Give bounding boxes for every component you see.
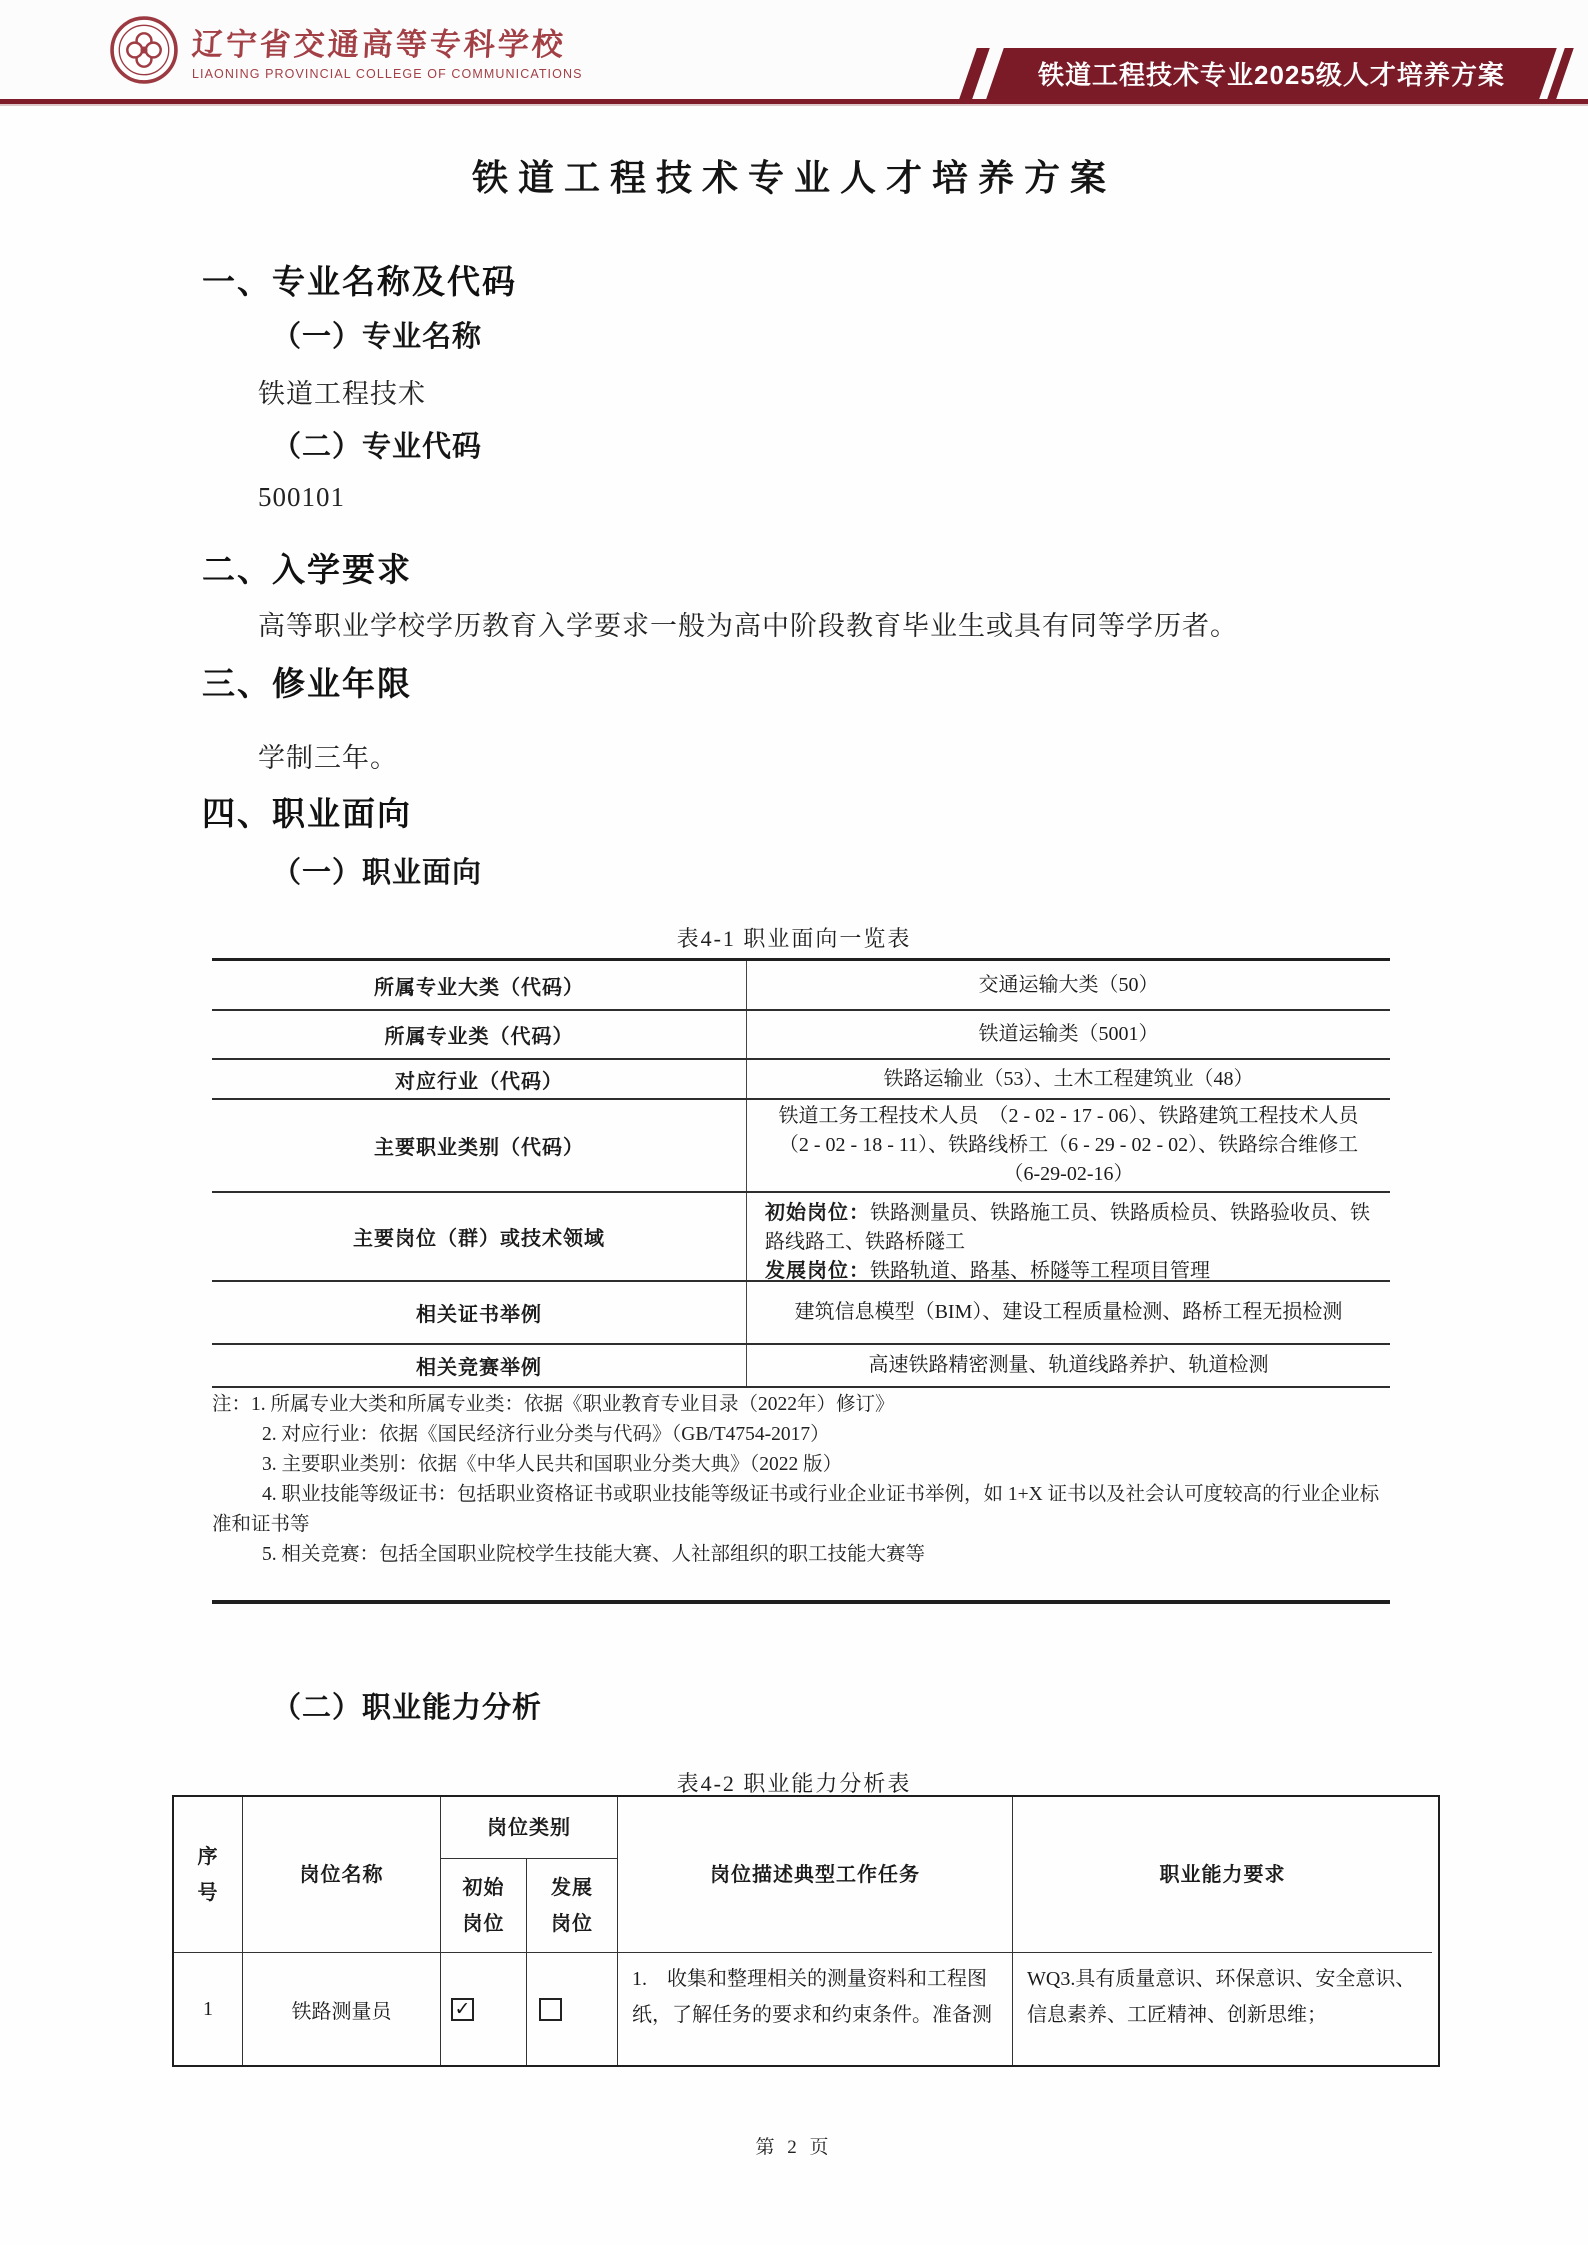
checkbox-empty-icon bbox=[539, 1998, 562, 2021]
section-4-heading: 四、职业面向 bbox=[202, 795, 412, 832]
table1-note: 3. 主要职业类别：依据《中华人民共和国职业分类大典》（2022 版） bbox=[262, 1454, 843, 1475]
row-ability-requirement: WQ3.具有质量意识、环保意识、安全意识、信息素养、工匠精神、创新思维； bbox=[1027, 1968, 1416, 2026]
row-value bbox=[746, 1193, 1390, 1280]
row-post-name: 铁路测量员 bbox=[243, 1953, 441, 2065]
school-logo-group bbox=[110, 16, 583, 84]
row-label: 所属专业类（代码） bbox=[384, 1026, 574, 1048]
row-label: 相关竞赛举例 bbox=[416, 1357, 542, 1379]
table-row bbox=[212, 1100, 1390, 1193]
row-task-description: 1. 收集和整理相关的测量资料和工程图纸，了解任务的要求和约束条件。准备测 bbox=[618, 1953, 1013, 2065]
development-posts-label: 发展岗位： bbox=[765, 1260, 870, 1282]
table2-caption: 表4-2 职业能力分析表 bbox=[676, 1771, 912, 1796]
section-4-sub2-heading: （二）职业能力分析 bbox=[272, 1692, 543, 1724]
table1-note: 4. 职业技能等级证书：包括职业资格证书或职业技能等级证书或行业企业证书举例，如 1+X 证书以及社会认可度较高的行业企业标准和证书等 bbox=[212, 1484, 1380, 1535]
row-value: 铁路运输业（53）、土木工程建筑业（48） bbox=[746, 1060, 1390, 1098]
table1-caption: 表4-1 职业面向一览表 bbox=[676, 926, 912, 951]
school-name-zh: 辽宁省交通高等专科学校 bbox=[190, 27, 567, 62]
header-initial-post: 初始岗位 bbox=[441, 1859, 527, 1953]
header-ability-requirement: 职业能力要求 bbox=[1013, 1797, 1432, 1953]
header-post-name: 岗位名称 bbox=[243, 1797, 441, 1953]
table-row bbox=[212, 1060, 1390, 1100]
row-value: 建筑信息模型（BIM）、建设工程质量检测、路桥工程无损检测 bbox=[746, 1282, 1390, 1343]
section-1-sub2-heading: （二）专业代码 bbox=[272, 431, 483, 463]
row-seq: 1 bbox=[174, 1953, 243, 2065]
development-post-checkbox bbox=[527, 1953, 618, 2065]
header-post-category: 岗位类别 bbox=[441, 1797, 618, 1859]
section-2-heading: 二、入学要求 bbox=[202, 551, 412, 588]
school-emblem-icon bbox=[110, 16, 178, 84]
admission-requirement-text: 高等职业学校学历教育入学要求一般为高中阶段教育毕业生或具有同等学历者。 bbox=[258, 611, 1238, 641]
table1-note: 注：1. 所属专业大类和所属专业类：依据《职业教育专业目录（2022年）修订》 bbox=[212, 1394, 895, 1415]
career-orientation-table bbox=[212, 958, 1390, 1388]
table1-bottom-rule bbox=[212, 1600, 1390, 1604]
table-row bbox=[212, 1345, 1390, 1388]
initial-post-checkbox bbox=[441, 1953, 527, 2065]
row-label: 相关证书举例 bbox=[416, 1304, 542, 1326]
row-label: 所属专业大类（代码） bbox=[374, 976, 584, 999]
initial-posts-text: 铁路测量员、铁路施工员、铁路质检员、铁路验收员、铁路线路工、铁路桥隧工 bbox=[765, 1202, 1370, 1253]
section-1-sub1-heading: （一）专业名称 bbox=[272, 321, 483, 353]
section-4-sub1-heading: （一）职业面向 bbox=[272, 857, 483, 889]
initial-posts-label: 初始岗位： bbox=[765, 1202, 870, 1224]
page-header bbox=[0, 0, 1588, 104]
table-row bbox=[212, 1193, 1390, 1282]
major-code-text: 500101 bbox=[258, 482, 345, 512]
page-number: 第 2 页 bbox=[755, 2137, 833, 2158]
table-row bbox=[212, 1011, 1390, 1060]
major-name-text: 铁道工程技术 bbox=[258, 379, 426, 409]
table-row bbox=[212, 961, 1390, 1011]
study-duration-text: 学制三年。 bbox=[258, 743, 398, 773]
row-label: 主要岗位（群）或技术领域 bbox=[353, 1228, 605, 1250]
banner-accent-left bbox=[959, 48, 990, 99]
row-value: 交通运输大类（50） bbox=[746, 961, 1390, 1009]
development-posts-text: 铁路轨道、路基、桥隧等工程项目管理 bbox=[870, 1260, 1210, 1282]
header-rule bbox=[0, 99, 1588, 104]
program-banner bbox=[986, 48, 1557, 99]
table1-notes bbox=[212, 1390, 1390, 1570]
row-value: 铁道运输类（5001） bbox=[746, 1011, 1390, 1058]
ability-analysis-table bbox=[172, 1795, 1440, 2067]
checkbox-checked-icon: ✓ bbox=[451, 1998, 474, 2021]
section-3-heading: 三、修业年限 bbox=[202, 665, 412, 702]
header-task-description: 岗位描述典型工作任务 bbox=[618, 1797, 1013, 1953]
header-development-post: 发展岗位 bbox=[527, 1859, 618, 1953]
banner-title: 铁道工程技术专业2025级人才培养方案 bbox=[1038, 60, 1505, 90]
table1-note: 5. 相关竞赛：包括全国职业院校学生技能大赛、人社部组织的职工技能大赛等 bbox=[262, 1544, 926, 1565]
row-value: 铁道工务工程技术人员 （2 - 02 - 17 - 06）、铁路建筑工程技术人员 （2 - 02 - 18 - 11）、铁路线桥工（6 - 29 - 02 - 02）、铁路综合维修工（6-29-02-16） bbox=[746, 1100, 1390, 1191]
section-1-heading: 一、专业名称及代码 bbox=[202, 263, 517, 300]
row-label: 对应行业（代码） bbox=[395, 1070, 563, 1093]
document-title: 铁道工程技术专业人才培养方案 bbox=[471, 158, 1116, 198]
school-name-en: LIAONING PROVINCIAL COLLEGE OF COMMUNICATIONS bbox=[192, 67, 583, 81]
row-label: 主要职业类别（代码） bbox=[374, 1137, 584, 1159]
school-names bbox=[192, 19, 583, 81]
header-seq: 序号 bbox=[174, 1797, 243, 1953]
table-row bbox=[212, 1282, 1390, 1345]
row-value: 高速铁路精密测量、轨道线路养护、轨道检测 bbox=[746, 1345, 1390, 1386]
table1-note: 2. 对应行业：依据《国民经济行业分类与代码》（GB/T4754-2017） bbox=[262, 1424, 830, 1445]
initial-posts-line bbox=[765, 1199, 1372, 1257]
